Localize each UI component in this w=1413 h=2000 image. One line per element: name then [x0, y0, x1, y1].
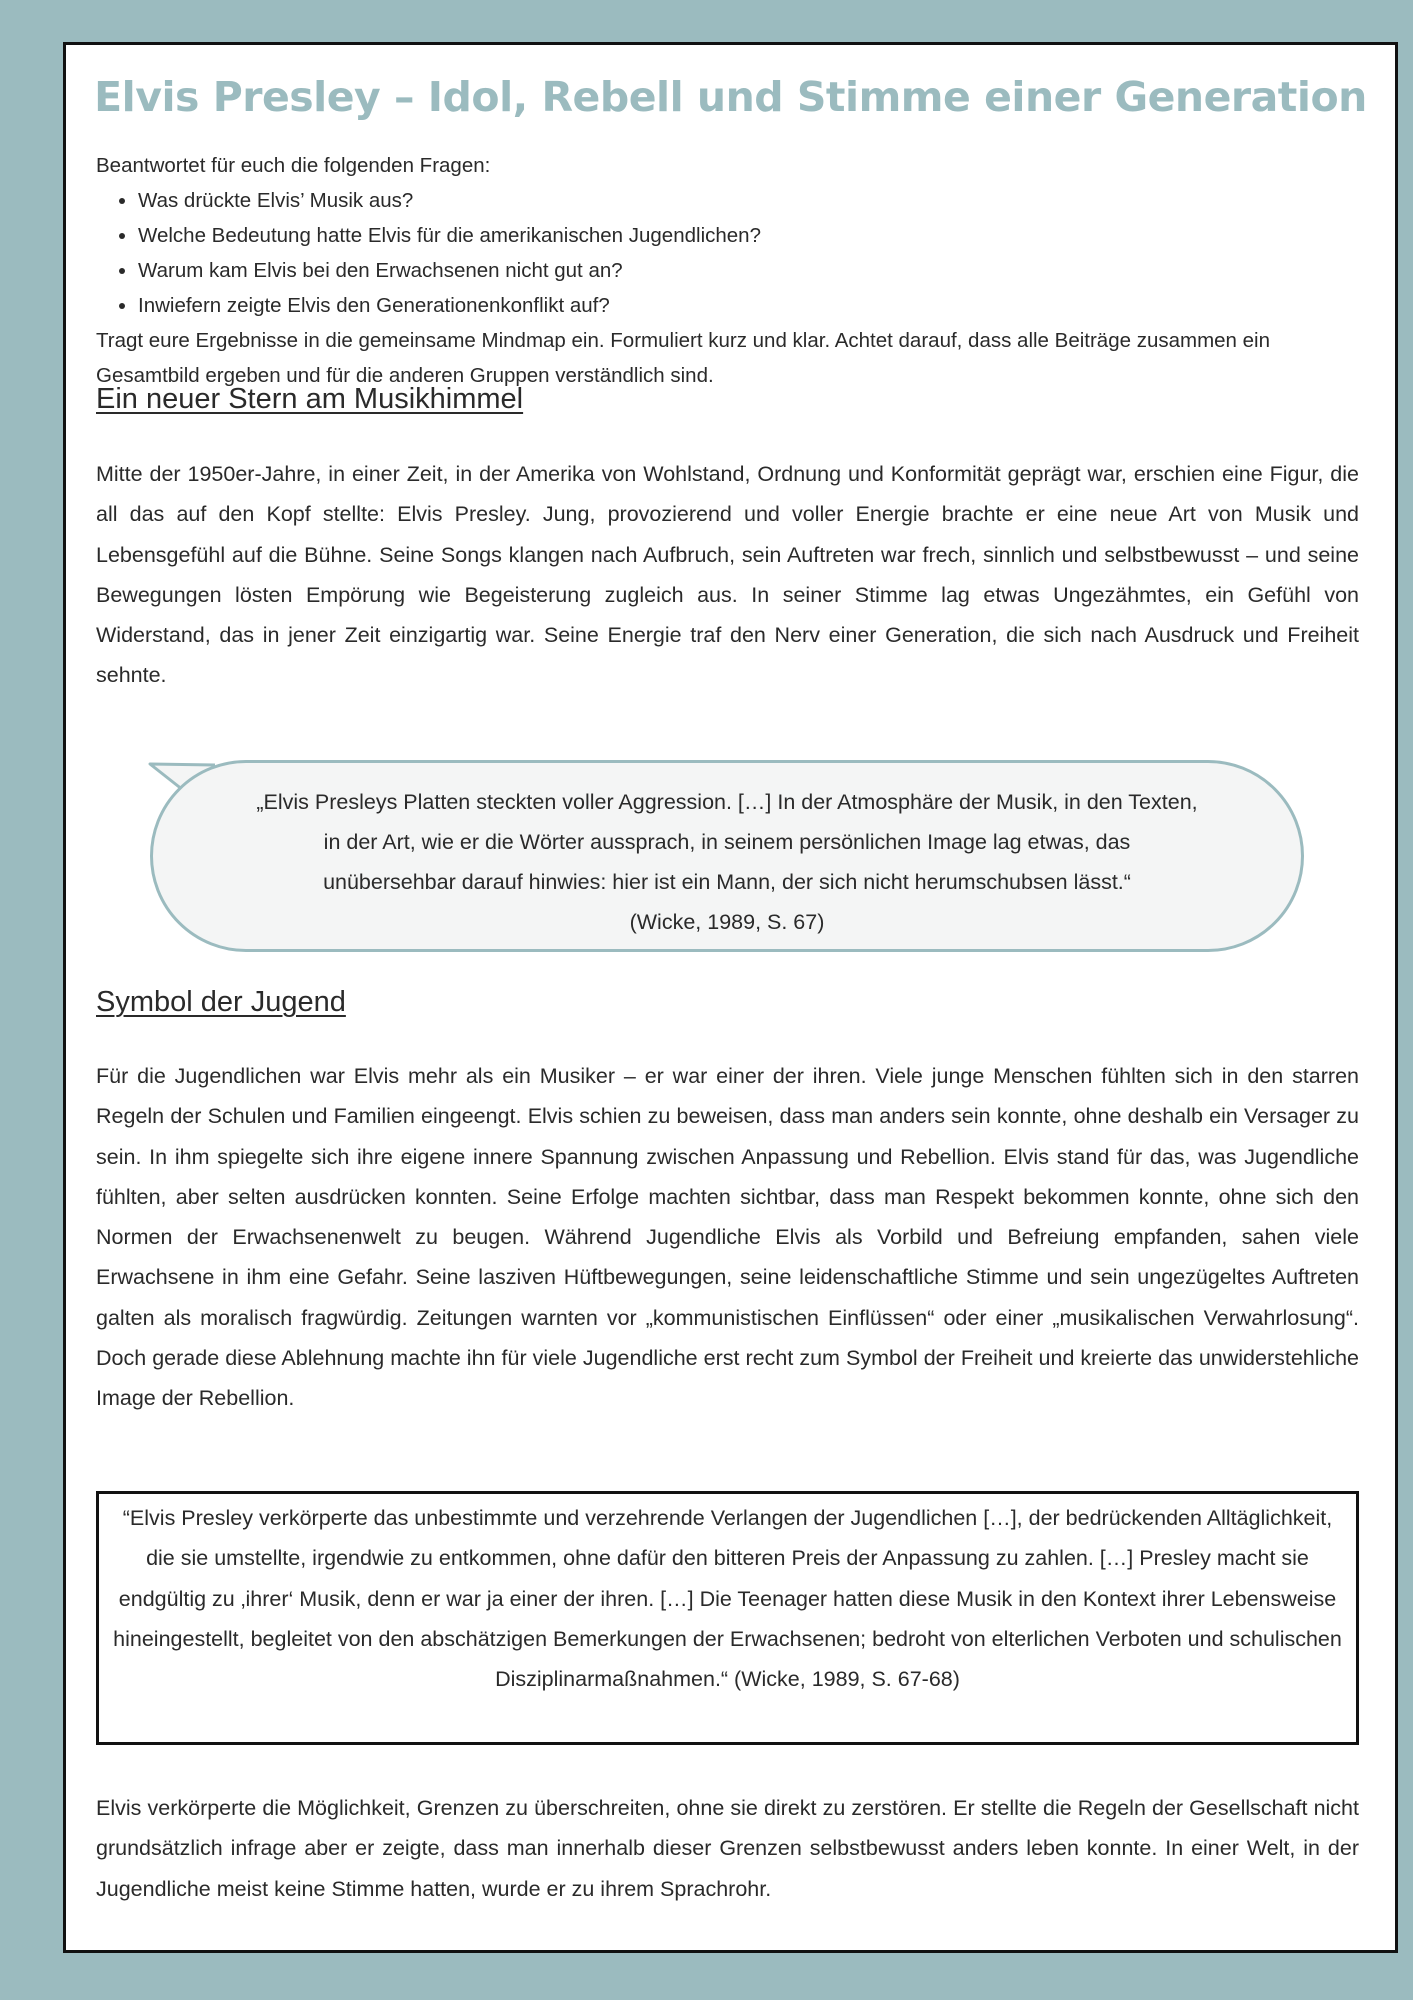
question-item: • Welche Bedeutung hatte Elvis für die amerikanischen Jugendlichen? [138, 218, 1326, 253]
instructions-intro: Beantwortet für euch die folgenden Fragen: [96, 154, 491, 177]
section-paragraph-musikhimmel: Mitte der 1950er-Jahre, in einer Zeit, in der Amerika von Wohlstand, Ordnung und Konformität geprägt war, erschien eine Figur, die all das auf den Kopf stellte: Elvis Presley. Jung, provozierend und voller Energie brachte er eine neue Art von Musik und Lebensgefühl auf die Bühne. Seine Songs klangen nach Aufbruch, sein Auftreten war frech, sinnlich und selbstbewusst – und seine Bewegungen lösten Empörung wie Begeisterung zugleich aus. In seiner Stimme lag etwas Ungezähmtes, ein Gefühl von Widerstand, das in jener Zeit einzigartig war. Seine Energie traf den Nerv einer Generation, die sich nach Ausdruck und Freiheit sehnte. [96, 462, 1359, 688]
section-paragraph-jugend: Für die Jugendlichen war Elvis mehr als ein Musiker – er war einer der ihren. Viele junge Menschen fühlten sich in den starren Regeln der Schulen und Familien eingeengt. Elvis schien zu beweisen, dass man anders sein konnte, ohne deshalb ein Versager zu sein. In ihm spiegelte sich ihre eigene innere Spannung zwischen Anpassung und Rebellion. Elvis stand für das, was Jugendliche fühlten, aber selten ausdrücken konnten. Seine Erfolge machten sichtbar, dass man Respekt bekommen konnte, ohne sich den Normen der Erwachsenenwelt zu beugen. Während Jugendliche Elvis als Vorbild und Befreiung empfanden, sahen viele Erwachsene in ihm eine Gefahr. Seine lasziven Hüftbewegungen, seine leidenschaftliche Stimme und sein ungezügeltes Auftreten galten als moralisch fragwürdig. Zeitungen warnten vor „kommunistischen Einflüssen“ oder einer „musikalischen Verwahrlosung“. Doch gerade diese Ablehnung machte ihn für viele Jugendliche erst recht zum Symbol der Freiheit und kreierte das unwiderstehliche Image der Rebellion. [96, 1064, 1359, 1411]
section-heading-musikhimmel: Ein neuer Stern am Musikhimmel [96, 383, 524, 415]
section-heading-jugend: Symbol der Jugend [96, 986, 346, 1018]
instructions-outro: Tragt eure Ergebnisse in die gemeinsame Mindmap ein. Formuliert kurz und klar. Achtet darauf, dass alle Beiträge zusammen ein Gesamtbild ergeben und für die anderen Gruppen verständlich sind. [96, 329, 1271, 387]
task-instructions [96, 148, 1326, 393]
speech-bubble-quote [150, 760, 1304, 952]
worksheet-page [63, 42, 1398, 1953]
quote-line: unübersehbar darauf hinwies: hier ist ein Mann, der sich nicht herumschubsen lässt.“ [323, 870, 1131, 894]
question-item: • Warum kam Elvis bei den Erwachsenen nicht gut an? [138, 253, 1326, 288]
boxed-quote: “Elvis Presley verkörperte das unbestimmte und verzehrende Verlangen der Jugendlichen […], der bedrückenden Alltäglichkeit, die sie umstellte, irgendwie zu entkommen, ohne dafür den bitteren Preis der Anpassung zu zahlen. […] Presley macht sie endgültig zu ‚ihrer‘ Musik, denn er war ja einer der ihren. […] Die Teenager hatten diese Musik in den Kontext ihrer Lebensweise hineingestellt, begleitet von den abschätzigen Bemerkungen der Erwachsenen; bedroht von elterlichen Verboten und schulischen Disziplinarmaßnahmen.“ (Wicke, 1989, S. 67-68) [96, 1491, 1359, 1745]
quote-line: in der Art, wie er die Wörter aussprach, in seinem persönlichen Image lag etwas, das [323, 830, 1131, 854]
closing-paragraph: Elvis verkörperte die Möglichkeit, Grenzen zu überschreiten, ohne sie direkt zu zerstören. Er stellte die Regeln der Gesellschaft nicht grundsätzlich infrage aber er zeigte, dass man innerhalb dieser Grenzen selbstbewusst anders leben konnte. In einer Welt, in der Jugendliche meist keine Stimme hatten, wurde er zu ihrem Sprachrohr. [96, 1796, 1359, 1901]
question-item: • Was drückte Elvis’ Musik aus? [138, 183, 1326, 218]
question-item: • Inwiefern zeigte Elvis den Generationenkonflikt auf? [138, 288, 1326, 323]
quote-citation: (Wicke, 1989, S. 67) [629, 910, 825, 934]
quote-line: „Elvis Presleys Platten steckten voller Aggression. […] In der Atmosphäre der Musik, in den Texten, [256, 790, 1198, 814]
page-title: Elvis Presley – Idol, Rebell und Stimme einer Generation [94, 73, 1367, 121]
question-list [96, 183, 1326, 323]
